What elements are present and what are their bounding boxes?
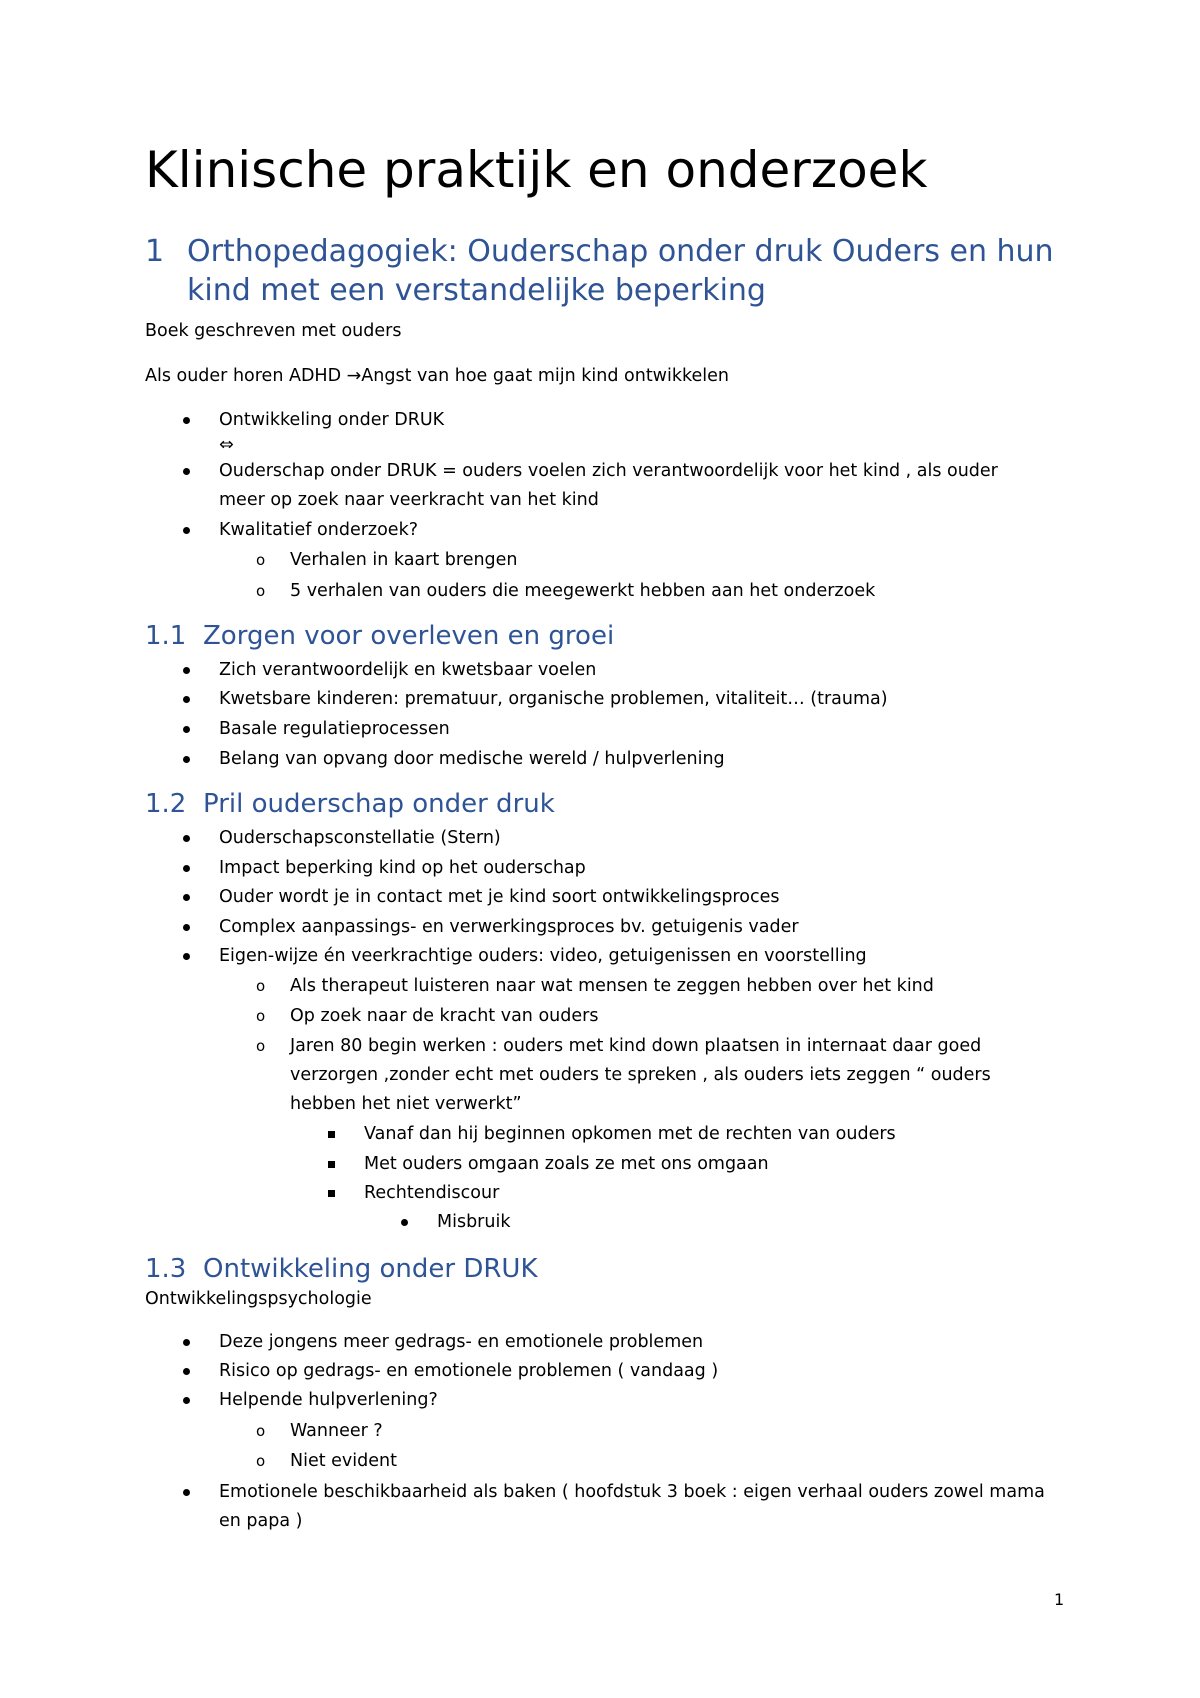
bullet-icon <box>401 1219 408 1226</box>
bullet-icon <box>183 756 190 763</box>
bullet-icon <box>183 667 190 674</box>
bullet-icon <box>183 417 190 424</box>
heading-1-text: Orthopedagogiek: Ouderschap onder druk Ouders en hun kind met een verstandelijke beperking <box>187 234 1054 308</box>
list-item-text: Ouderschapsconstellatie (Stern) <box>219 828 501 848</box>
bullet-icon <box>183 468 190 475</box>
list-item-text: meer op zoek naar veerkracht van het kind <box>219 490 599 510</box>
document-title: Klinische praktijk en onderzoek <box>145 141 928 199</box>
list-item-text: Deze jongens meer gedrags- en emotionele problemen <box>219 1332 704 1352</box>
circle-bullet-icon: o <box>256 1452 266 1470</box>
bullet-icon <box>183 924 190 931</box>
list-item-text: Kwalitatief onderzoek? <box>219 520 418 540</box>
list-item-text: Impact beperking kind op het ouderschap <box>219 858 586 878</box>
list-item-text: Verhalen in kaart brengen <box>290 550 518 570</box>
list-item-text: Misbruik <box>437 1212 511 1232</box>
list-item-text: Met ouders omgaan zoals ze met ons omgaan <box>364 1154 769 1174</box>
heading-2-text: Pril ouderschap onder druk <box>203 789 555 819</box>
bullet-icon <box>183 1489 190 1496</box>
bullet-icon <box>183 865 190 872</box>
list-item-text: Zich verantwoordelijk en kwetsbaar voelen <box>219 660 597 680</box>
bullet-icon <box>183 1368 190 1375</box>
heading-2 <box>145 1254 538 1284</box>
circle-bullet-icon: o <box>256 582 266 600</box>
list-item-text: Kwetsbare kinderen: prematuur, organische problemen, vitaliteit… (trauma) <box>219 689 888 709</box>
heading-2-number: 1.3 <box>145 1254 187 1284</box>
bullet-icon <box>183 726 190 733</box>
heading-2-number: 1.1 <box>145 621 187 651</box>
heading-2 <box>145 789 555 819</box>
heading-1-number: 1 <box>145 234 165 269</box>
list-item-text: Risico op gedrags- en emotionele problemen ( vandaag ) <box>219 1361 719 1381</box>
list-item-text: Op zoek naar de kracht van ouders <box>290 1006 599 1026</box>
list-item-text: Helpende hulpverlening? <box>219 1390 438 1410</box>
bullet-icon <box>183 1339 190 1346</box>
heading-2-text: Zorgen voor overleven en groei <box>203 621 615 651</box>
list-item-text: Niet evident <box>290 1451 397 1471</box>
list-item-text: Belang van opvang door medische wereld / hulpverlening <box>219 749 725 769</box>
bullet-icon <box>183 527 190 534</box>
bullet-icon <box>183 1397 190 1404</box>
square-bullet-icon <box>328 1161 335 1168</box>
heading-2-number: 1.2 <box>145 789 187 819</box>
square-bullet-icon <box>328 1190 335 1197</box>
bullet-icon <box>183 953 190 960</box>
bullet-icon <box>183 894 190 901</box>
list-item-text: Ontwikkeling onder DRUK <box>219 410 445 430</box>
list-item-text: Complex aanpassings- en verwerkingsproces bv. getuigenis vader <box>219 917 799 937</box>
circle-bullet-icon: o <box>256 1007 266 1025</box>
list-item-text: Jaren 80 begin werken : ouders met kind down plaatsen in internaat daar goed <box>290 1036 982 1056</box>
list-item-text: Emotionele beschikbaarheid als baken ( hoofdstuk 3 boek : eigen verhaal ouders zowel mama <box>219 1482 1045 1502</box>
list-item-text: en papa ) <box>219 1511 303 1531</box>
heading-2-text: Ontwikkeling onder DRUK <box>203 1254 538 1284</box>
heading-1 <box>145 232 1065 310</box>
list-item-text: Wanneer ? <box>290 1421 383 1441</box>
list-item-text: Ouderschap onder DRUK = ouders voelen zich verantwoordelijk voor het kind , als ouder <box>219 461 998 481</box>
circle-bullet-icon: o <box>256 1037 266 1055</box>
list-item-text: Ouder wordt je in contact met je kind soort ontwikkelingsproces <box>219 887 780 907</box>
page-number: 1 <box>1054 1590 1065 1609</box>
list-item-text: Als therapeut luisteren naar wat mensen te zeggen hebben over het kind <box>290 976 934 996</box>
paragraph: Ontwikkelingspsychologie <box>145 1289 372 1309</box>
list-item-text: Vanaf dan hij beginnen opkomen met de rechten van ouders <box>364 1124 896 1144</box>
bullet-icon <box>183 835 190 842</box>
circle-bullet-icon: o <box>256 551 266 569</box>
list-item-text: 5 verhalen van ouders die meegewerkt hebben aan het onderzoek <box>290 581 876 601</box>
square-bullet-icon <box>328 1131 335 1138</box>
paragraph: Als ouder horen ADHD →Angst van hoe gaat mijn kind ontwikkelen <box>145 366 729 386</box>
double-arrow-icon: ⇔ <box>219 435 234 455</box>
list-item-text: Rechtendiscour <box>364 1183 500 1203</box>
bullet-icon <box>183 696 190 703</box>
list-item-text: Eigen-wijze én veerkrachtige ouders: video, getuigenissen en voorstelling <box>219 946 867 966</box>
circle-bullet-icon: o <box>256 1422 266 1440</box>
list-item-text: Basale regulatieprocessen <box>219 719 450 739</box>
paragraph: Boek geschreven met ouders <box>145 321 402 341</box>
list-item-text: verzorgen ,zonder echt met ouders te spreken , als ouders iets zeggen “ ouders <box>290 1065 991 1085</box>
heading-2 <box>145 621 614 651</box>
circle-bullet-icon: o <box>256 977 266 995</box>
list-item-text: hebben het niet verwerkt” <box>290 1094 522 1114</box>
